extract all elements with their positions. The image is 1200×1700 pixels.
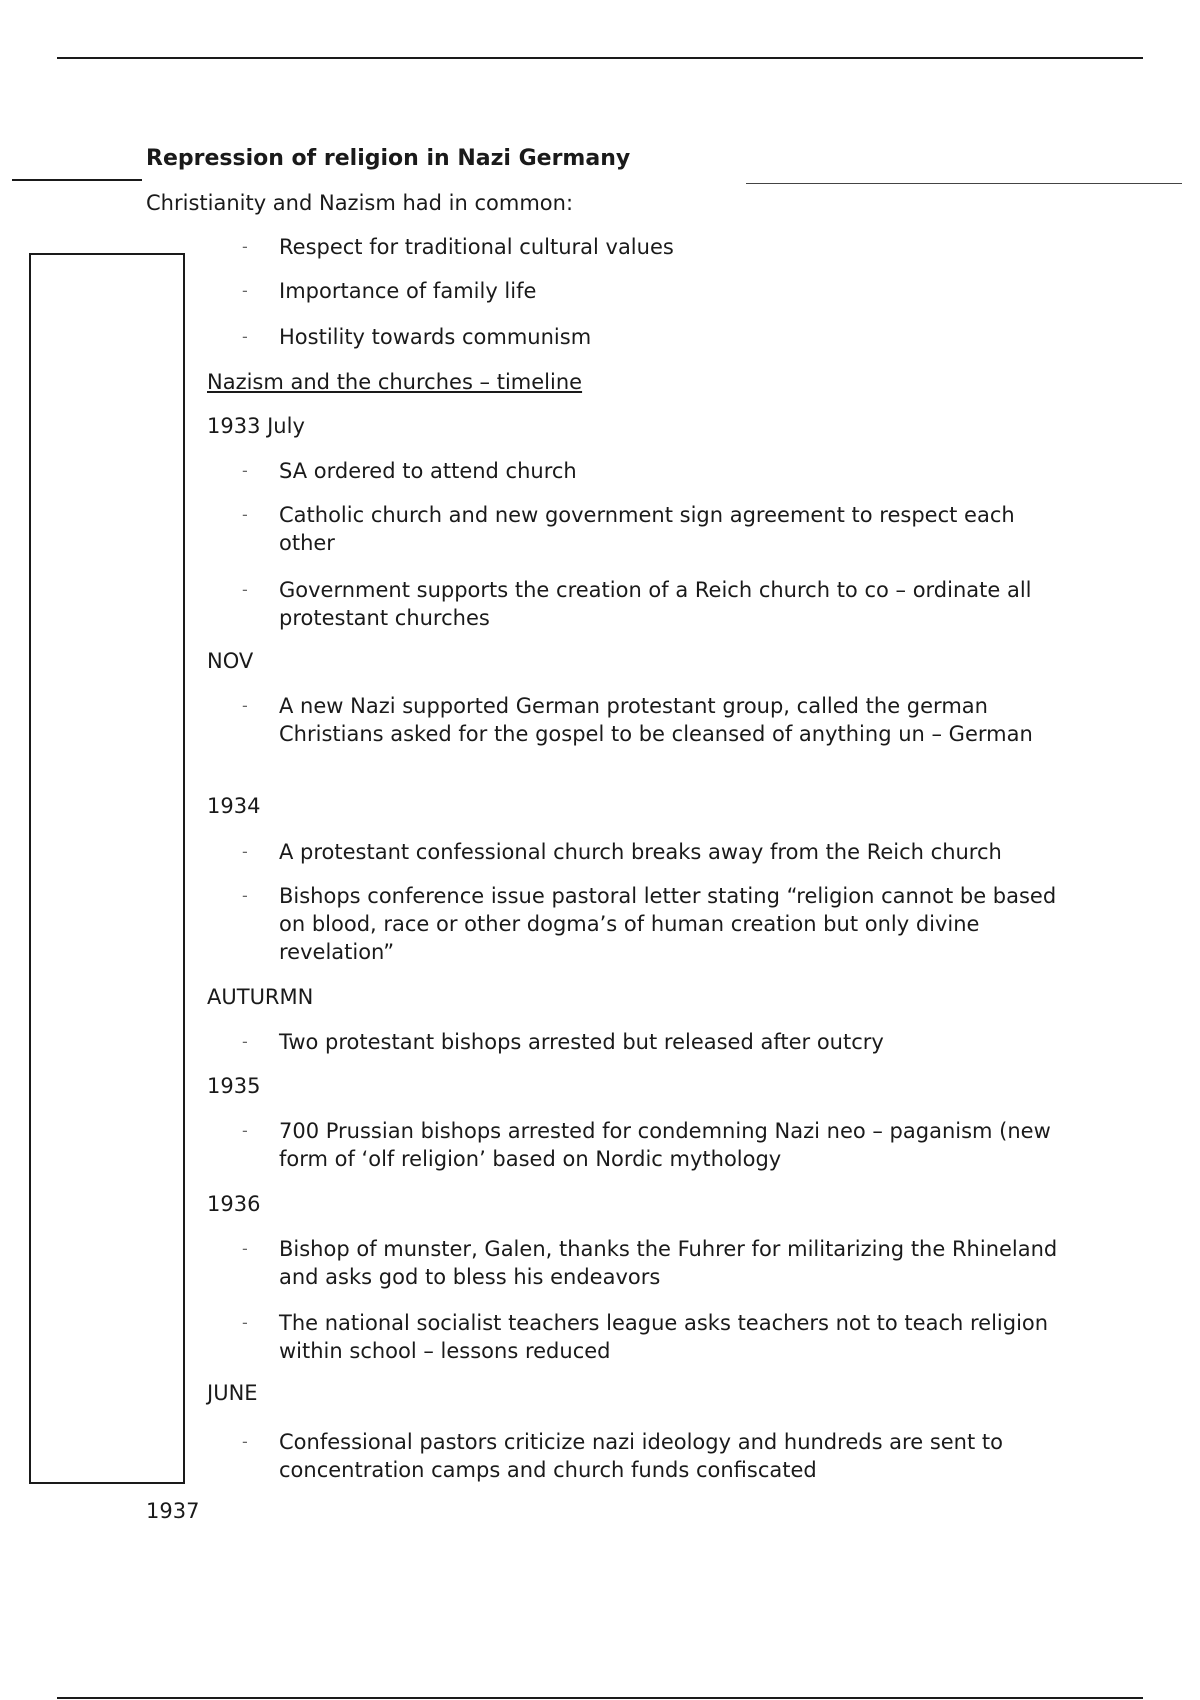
- timeline-item: Catholic church and new government sign agreement to respect each other: [279, 503, 1015, 555]
- page-top-rule: [57, 57, 1143, 59]
- bullet-icon: -: [242, 1239, 248, 1258]
- bullet-icon: -: [242, 1032, 248, 1051]
- timeline-item: Two protestant bishops arrested but released after outcry: [279, 1030, 884, 1054]
- timeline-heading: Nazism and the churches – timeline: [207, 370, 583, 394]
- bullet-icon: -: [242, 1121, 248, 1140]
- bullet-icon: -: [242, 505, 248, 524]
- timeline-item: The national socialist teachers league asks teachers not to teach religion within school – lessons reduced: [279, 1311, 1049, 1363]
- bullet-icon: -: [242, 886, 248, 905]
- bullet-icon: -: [242, 281, 248, 300]
- timeline-item: Bishop of munster, Galen, thanks the Fuhrer for militarizing the Rhineland and asks god to bless his endeavors: [279, 1237, 1058, 1289]
- timeline-date: 1936: [207, 1192, 261, 1216]
- timeline-date: NOV: [207, 649, 254, 673]
- side-margin-box: [29, 253, 185, 1484]
- bullet-icon: -: [242, 327, 248, 346]
- title-right-rule: [746, 183, 1182, 184]
- title-left-rule: [12, 179, 142, 181]
- timeline-item: A protestant confessional church breaks away from the Reich church: [279, 840, 1002, 864]
- timeline-item: Confessional pastors criticize nazi ideology and hundreds are sent to concentration camps and church funds confiscated: [279, 1430, 1003, 1482]
- bullet-icon: -: [242, 461, 248, 480]
- timeline-item: SA ordered to attend church: [279, 459, 577, 483]
- bullet-icon: -: [242, 696, 248, 715]
- bullet-icon: -: [242, 1432, 248, 1451]
- bullet-icon: -: [242, 842, 248, 861]
- common-point: Importance of family life: [279, 279, 537, 303]
- page-bottom-rule: [57, 1697, 1143, 1699]
- intro-text: Christianity and Nazism had in common:: [146, 191, 574, 215]
- timeline-item: Government supports the creation of a Reich church to co – ordinate all protestant churches: [279, 578, 1032, 630]
- timeline-date: AUTURMN: [207, 985, 314, 1009]
- timeline-date: JUNE: [207, 1381, 258, 1405]
- bullet-icon: -: [242, 237, 248, 256]
- timeline-date: 1933 July: [207, 414, 305, 438]
- timeline-item: 700 Prussian bishops arrested for condemning Nazi neo – paganism (new form of ‘olf religion’ based on Nordic mythology: [279, 1119, 1051, 1171]
- timeline-item: Bishops conference issue pastoral letter stating “religion cannot be based on blood, race or other dogma’s of human creation but only divine revelation”: [279, 884, 1057, 964]
- document-title: Repression of religion in Nazi Germany: [146, 146, 631, 171]
- bullet-icon: -: [242, 580, 248, 599]
- common-point: Respect for traditional cultural values: [279, 235, 674, 259]
- bullet-icon: -: [242, 1313, 248, 1332]
- common-point: Hostility towards communism: [279, 325, 592, 349]
- timeline-item: A new Nazi supported German protestant group, called the german Christians asked for the gospel to be cleansed of anything un – German: [279, 694, 1033, 746]
- timeline-date-final: 1937: [146, 1499, 200, 1523]
- timeline-date: 1934: [207, 794, 261, 818]
- timeline-date: 1935: [207, 1074, 261, 1098]
